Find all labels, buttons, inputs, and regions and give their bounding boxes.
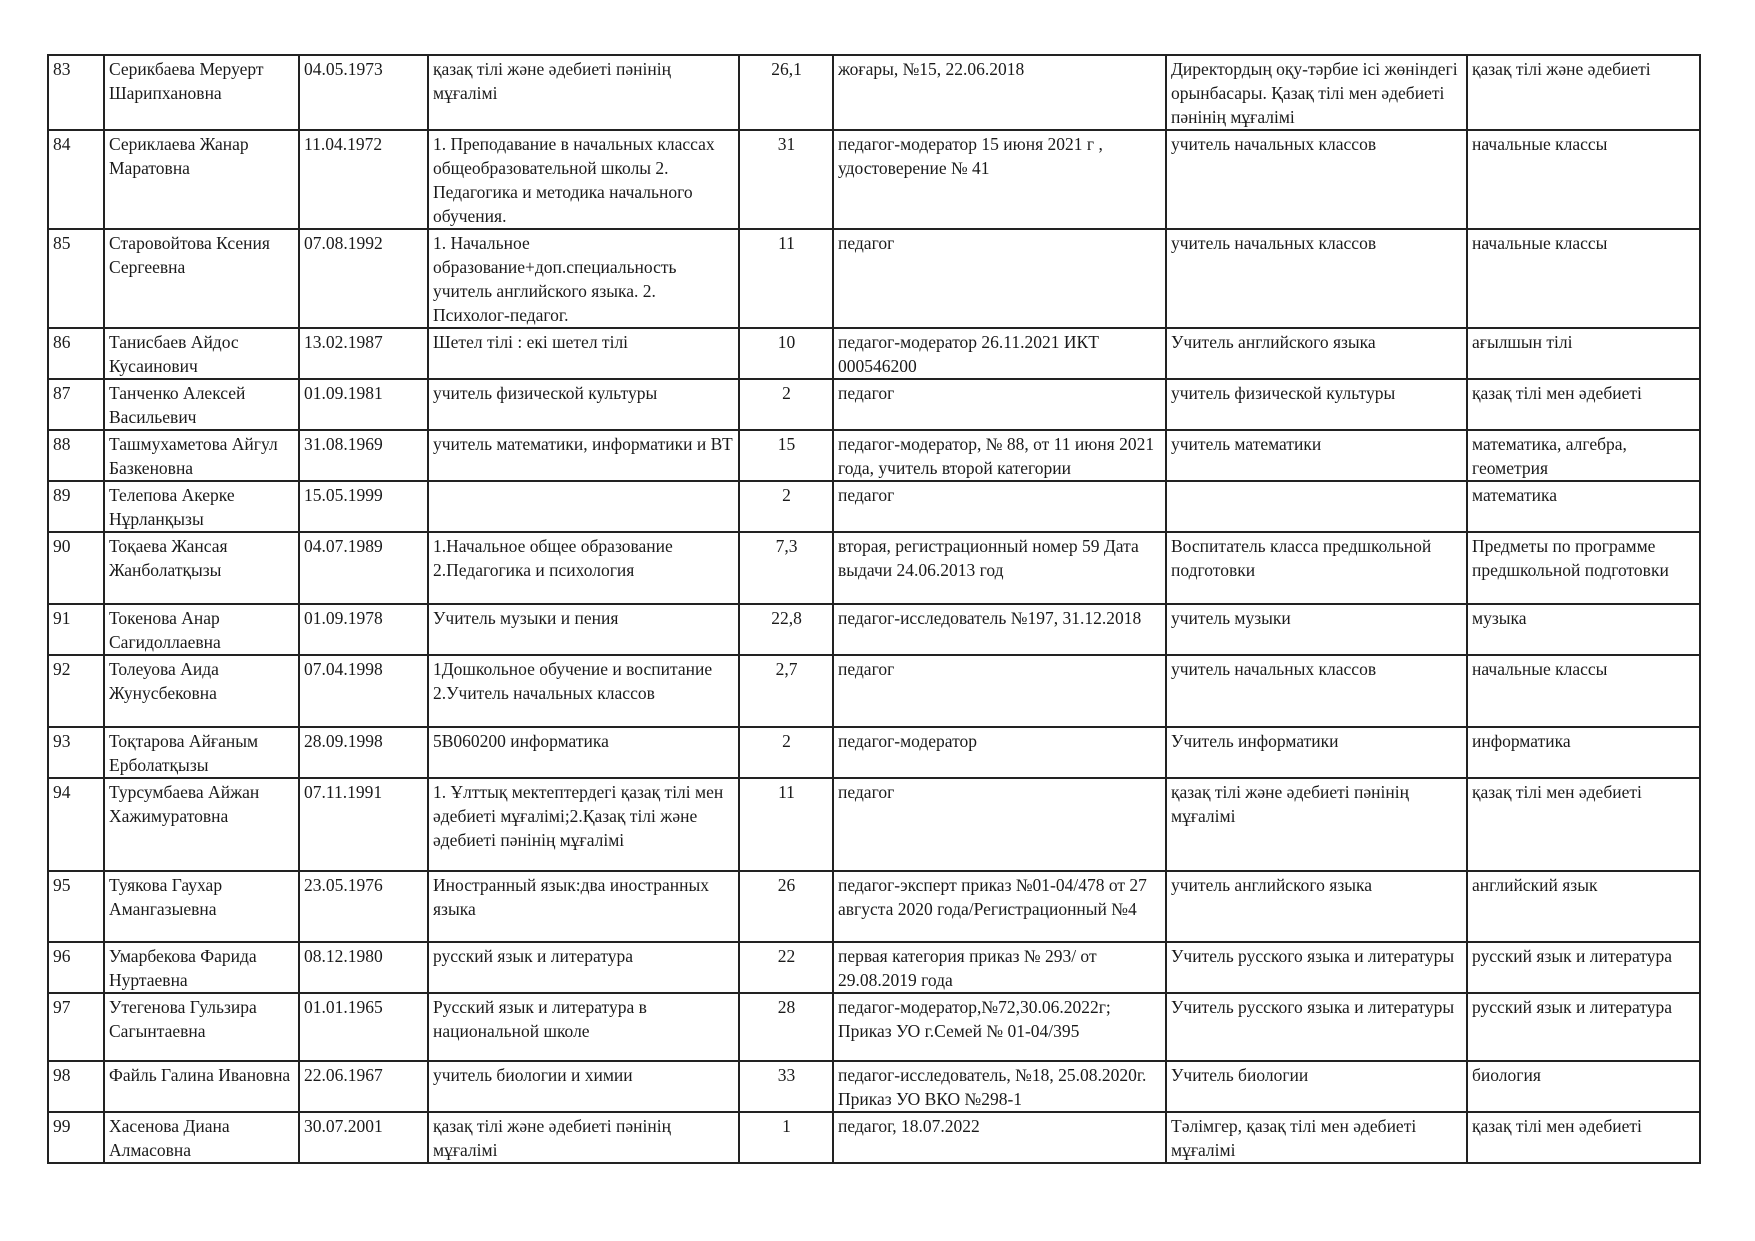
cell-subject: қазақ тілі мен әдебиеті: [1467, 778, 1700, 871]
cell-number: 84: [48, 130, 104, 229]
cell-name: Утегенова Гульзира Сагынтаевна: [104, 993, 299, 1061]
cell-category: педагог-исследователь №197, 31.12.2018: [833, 604, 1166, 655]
cell-number: 95: [48, 871, 104, 942]
table-row: [48, 604, 1700, 655]
cell-number: 98: [48, 1061, 104, 1112]
cell-position: Воспитатель класса предшкольной подготовки: [1166, 532, 1467, 604]
cell-position: [1166, 481, 1467, 532]
cell-number: 88: [48, 430, 104, 481]
cell-birth-date: 15.05.1999: [299, 481, 428, 532]
cell-experience: 10: [739, 328, 833, 379]
cell-number: 86: [48, 328, 104, 379]
cell-education: русский язык и литература: [428, 942, 739, 993]
cell-education: учитель физической культуры: [428, 379, 739, 430]
cell-birth-date: 22.06.1967: [299, 1061, 428, 1112]
cell-experience: 26: [739, 871, 833, 942]
cell-education: учитель математики, информатики и ВТ: [428, 430, 739, 481]
cell-number: 87: [48, 379, 104, 430]
cell-number: 83: [48, 55, 104, 130]
table-row: [48, 942, 1700, 993]
table-row: [48, 430, 1700, 481]
cell-experience: 22: [739, 942, 833, 993]
cell-experience: 31: [739, 130, 833, 229]
cell-category: педагог-модератор 26.11.2021 ИКТ 000546200: [833, 328, 1166, 379]
cell-position: учитель начальных классов: [1166, 229, 1467, 328]
cell-birth-date: 08.12.1980: [299, 942, 428, 993]
cell-birth-date: 28.09.1998: [299, 727, 428, 778]
cell-education: [428, 481, 739, 532]
cell-category: педагог-модератор: [833, 727, 1166, 778]
cell-subject: информатика: [1467, 727, 1700, 778]
cell-category: педагог: [833, 481, 1166, 532]
table-row: [48, 532, 1700, 604]
cell-number: 85: [48, 229, 104, 328]
cell-experience: 2: [739, 727, 833, 778]
cell-category: педагог-исследователь, №18, 25.08.2020г. Приказ УО ВКО №298-1: [833, 1061, 1166, 1112]
cell-name: Танченко Алексей Васильевич: [104, 379, 299, 430]
cell-position: учитель музыки: [1166, 604, 1467, 655]
cell-category: педагог-эксперт приказ №01-04/478 от 27 августа 2020 года/Регистрационный №4: [833, 871, 1166, 942]
cell-birth-date: 11.04.1972: [299, 130, 428, 229]
cell-education: қазақ тілі және әдебиеті пәнінің мұғалімі: [428, 55, 739, 130]
cell-education: 1. Ұлттық мектептердегі қазақ тілі мен әдебиеті мұғалімі;2.Қазақ тілі және әдебиеті пәнінің мұғалімі: [428, 778, 739, 871]
cell-number: 90: [48, 532, 104, 604]
cell-category: педагог-модератор,№72,30.06.2022г; Приказ УО г.Семей № 01-04/395: [833, 993, 1166, 1061]
cell-experience: 22,8: [739, 604, 833, 655]
cell-experience: 7,3: [739, 532, 833, 604]
cell-name: Токенова Анар Сагидоллаевна: [104, 604, 299, 655]
cell-birth-date: 07.11.1991: [299, 778, 428, 871]
cell-name: Тоқаева Жансая Жанболатқызы: [104, 532, 299, 604]
cell-name: Ташмухаметова Айгул Базкеновна: [104, 430, 299, 481]
cell-category: педагог, 18.07.2022: [833, 1112, 1166, 1163]
cell-number: 97: [48, 993, 104, 1061]
cell-number: 96: [48, 942, 104, 993]
cell-name: Сериклаева Жанар Маратовна: [104, 130, 299, 229]
cell-category: педагог: [833, 229, 1166, 328]
table-row: [48, 379, 1700, 430]
cell-subject: начальные классы: [1467, 229, 1700, 328]
cell-name: Танисбаев Айдос Кусаинович: [104, 328, 299, 379]
cell-experience: 2,7: [739, 655, 833, 727]
cell-category: первая категория приказ № 293/ от 29.08.2019 года: [833, 942, 1166, 993]
cell-name: Хасенова Диана Алмасовна: [104, 1112, 299, 1163]
cell-category: педагог: [833, 778, 1166, 871]
table-row: [48, 229, 1700, 328]
cell-education: 1. Преподавание в начальных классах общеобразовательной школы 2. Педагогика и методика начального обучения.: [428, 130, 739, 229]
cell-experience: 1: [739, 1112, 833, 1163]
cell-position: Учитель информатики: [1166, 727, 1467, 778]
cell-subject: қазақ тілі мен әдебиеті: [1467, 1112, 1700, 1163]
cell-birth-date: 31.08.1969: [299, 430, 428, 481]
cell-education: қазақ тілі және әдебиеті пәнінің мұғалімі: [428, 1112, 739, 1163]
cell-name: Умарбекова Фарида Нуртаевна: [104, 942, 299, 993]
cell-category: педагог-модератор, № 88, от 11 июня 2021 года, учитель второй категории: [833, 430, 1166, 481]
cell-category: педагог-модератор 15 июня 2021 г , удостоверение № 41: [833, 130, 1166, 229]
cell-category: вторая, регистрационный номер 59 Дата выдачи 24.06.2013 год: [833, 532, 1166, 604]
cell-name: Серикбаева Меруерт Шарипхановна: [104, 55, 299, 130]
cell-subject: қазақ тілі және әдебиеті: [1467, 55, 1700, 130]
cell-position: Учитель русского языка и литературы: [1166, 993, 1467, 1061]
cell-experience: 15: [739, 430, 833, 481]
cell-subject: биология: [1467, 1061, 1700, 1112]
cell-number: 94: [48, 778, 104, 871]
cell-category: педагог: [833, 379, 1166, 430]
cell-birth-date: 07.08.1992: [299, 229, 428, 328]
table-row: [48, 328, 1700, 379]
cell-name: Турсумбаева Айжан Хажимуратовна: [104, 778, 299, 871]
table-body: [48, 55, 1700, 1163]
cell-subject: начальные классы: [1467, 130, 1700, 229]
table-row: [48, 55, 1700, 130]
cell-subject: математика, алгебра, геометрия: [1467, 430, 1700, 481]
cell-education: 5В060200 информатика: [428, 727, 739, 778]
cell-subject: русский язык и литература: [1467, 942, 1700, 993]
cell-category: жоғары, №15, 22.06.2018: [833, 55, 1166, 130]
cell-position: Учитель русского языка и литературы: [1166, 942, 1467, 993]
cell-number: 89: [48, 481, 104, 532]
cell-position: Директордың оқу-тәрбие ісі жөніндегі орынбасары. Қазақ тілі мен әдебиеті пәнінің мұғалімі: [1166, 55, 1467, 130]
cell-position: Учитель биологии: [1166, 1061, 1467, 1112]
table-row: [48, 655, 1700, 727]
cell-experience: 2: [739, 481, 833, 532]
cell-birth-date: 04.07.1989: [299, 532, 428, 604]
cell-name: Туякова Гаухар Амангазыевна: [104, 871, 299, 942]
cell-subject: қазақ тілі мен әдебиеті: [1467, 379, 1700, 430]
cell-position: Тәлімгер, қазақ тілі мен әдебиеті мұғалімі: [1166, 1112, 1467, 1163]
cell-experience: 11: [739, 778, 833, 871]
cell-subject: Предметы по программе предшкольной подготовки: [1467, 532, 1700, 604]
cell-birth-date: 13.02.1987: [299, 328, 428, 379]
cell-experience: 26,1: [739, 55, 833, 130]
cell-education: 1Дошкольное обучение и воспитание 2.Учитель начальных классов: [428, 655, 739, 727]
cell-position: учитель английского языка: [1166, 871, 1467, 942]
cell-birth-date: 30.07.2001: [299, 1112, 428, 1163]
cell-education: учитель биологии и химии: [428, 1061, 739, 1112]
cell-birth-date: 07.04.1998: [299, 655, 428, 727]
cell-category: педагог: [833, 655, 1166, 727]
table-row: [48, 727, 1700, 778]
cell-education: 1.Начальное общее образование 2.Педагогика и психология: [428, 532, 739, 604]
cell-number: 91: [48, 604, 104, 655]
cell-name: Тоқтарова Айғаным Ерболатқызы: [104, 727, 299, 778]
staff-table: [47, 54, 1701, 1164]
table-row: [48, 778, 1700, 871]
cell-name: Телепова Акерке Нұрланқызы: [104, 481, 299, 532]
cell-number: 99: [48, 1112, 104, 1163]
cell-subject: английский язык: [1467, 871, 1700, 942]
cell-name: Толеуова Аида Жунусбековна: [104, 655, 299, 727]
table-row: [48, 130, 1700, 229]
cell-education: Русский язык и литература в национальной школе: [428, 993, 739, 1061]
cell-number: 93: [48, 727, 104, 778]
cell-subject: математика: [1467, 481, 1700, 532]
cell-subject: начальные классы: [1467, 655, 1700, 727]
cell-experience: 11: [739, 229, 833, 328]
cell-position: учитель физической культуры: [1166, 379, 1467, 430]
cell-birth-date: 01.09.1981: [299, 379, 428, 430]
table-row: [48, 1112, 1700, 1163]
cell-education: Иностранный язык:два иностранных языка: [428, 871, 739, 942]
table-row: [48, 481, 1700, 532]
cell-position: учитель начальных классов: [1166, 130, 1467, 229]
table-row: [48, 1061, 1700, 1112]
cell-position: учитель начальных классов: [1166, 655, 1467, 727]
cell-position: қазақ тілі және әдебиеті пәнінің мұғалімі: [1166, 778, 1467, 871]
cell-experience: 2: [739, 379, 833, 430]
cell-education: Учитель музыки и пения: [428, 604, 739, 655]
cell-position: учитель математики: [1166, 430, 1467, 481]
cell-birth-date: 01.01.1965: [299, 993, 428, 1061]
cell-experience: 33: [739, 1061, 833, 1112]
cell-education: Шетел тілі : екі шетел тілі: [428, 328, 739, 379]
cell-experience: 28: [739, 993, 833, 1061]
table-row: [48, 871, 1700, 942]
cell-subject: музыка: [1467, 604, 1700, 655]
cell-birth-date: 23.05.1976: [299, 871, 428, 942]
cell-subject: ағылшын тілі: [1467, 328, 1700, 379]
cell-position: Учитель английского языка: [1166, 328, 1467, 379]
cell-birth-date: 01.09.1978: [299, 604, 428, 655]
cell-name: Файль Галина Ивановна: [104, 1061, 299, 1112]
table-row: [48, 993, 1700, 1061]
cell-name: Старовойтова Ксения Сергеевна: [104, 229, 299, 328]
cell-subject: русский язык и литература: [1467, 993, 1700, 1061]
cell-education: 1. Начальное образование+доп.специальность учитель английского языка. 2. Психолог-педагог.: [428, 229, 739, 328]
cell-number: 92: [48, 655, 104, 727]
cell-birth-date: 04.05.1973: [299, 55, 428, 130]
